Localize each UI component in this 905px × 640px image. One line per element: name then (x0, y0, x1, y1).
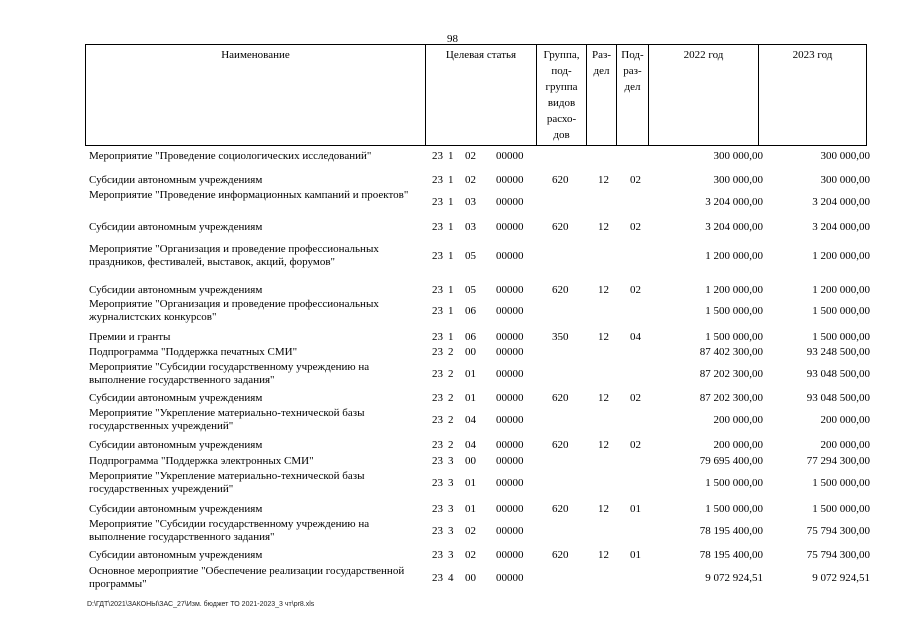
cell-p4: 00000 (496, 346, 524, 358)
cell-p4: 00000 (496, 284, 524, 296)
cell-p4: 00000 (496, 549, 524, 561)
cell-y22: 78 195 400,00 (699, 549, 763, 561)
cell-y22: 78 195 400,00 (699, 525, 763, 537)
cell-y23: 1 500 000,00 (812, 503, 870, 515)
cell-p4: 00000 (496, 455, 524, 467)
cell-p4: 00000 (496, 392, 524, 404)
cell-y23: 200 000,00 (820, 439, 870, 451)
cell-p3: 02 (465, 549, 476, 561)
cell-p1: 23 (432, 305, 443, 317)
cell-p3: 02 (465, 174, 476, 186)
cell-p4: 00000 (496, 477, 524, 489)
cell-p3: 01 (465, 477, 476, 489)
cell-y23: 1 500 000,00 (812, 305, 870, 317)
cell-y22: 1 500 000,00 (705, 305, 763, 317)
row-name: Субсидии автономным учреждениям (89, 503, 263, 515)
row-name: Подпрограмма "Поддержка печатных СМИ" (89, 346, 298, 358)
cell-y23: 93 248 500,00 (806, 346, 870, 358)
cell-y22: 79 695 400,00 (699, 455, 763, 467)
cell-p1: 23 (432, 392, 443, 404)
cell-p2: 1 (448, 174, 454, 186)
cell-p2: 3 (448, 525, 454, 537)
cell-p1: 23 (432, 414, 443, 426)
cell-pod: 02 (630, 174, 641, 186)
cell-p4: 00000 (496, 250, 524, 262)
file-path-footer: D:\ГДТ\2021\ЗАКОНЫ\ЗАС_27\Изм. бюджет ТО 2021-2023_3 чт\pr8.xls (87, 601, 315, 608)
cell-y23: 75 794 300,00 (806, 549, 870, 561)
cell-razd: 12 (598, 439, 609, 451)
cell-p4: 00000 (496, 414, 524, 426)
cell-p4: 00000 (496, 174, 524, 186)
cell-y22: 300 000,00 (713, 150, 763, 162)
cell-p2: 3 (448, 477, 454, 489)
cell-p1: 23 (432, 572, 443, 584)
cell-p1: 23 (432, 368, 443, 380)
cell-p2: 1 (448, 250, 454, 262)
cell-p4: 00000 (496, 305, 524, 317)
cell-p3: 00 (465, 455, 476, 467)
cell-p1: 23 (432, 525, 443, 537)
cell-grp: 620 (552, 392, 569, 404)
cell-p3: 05 (465, 250, 476, 262)
row-name: Мероприятие "Субсидии государственному учреждению на выполнение государственного задания" (89, 518, 370, 543)
cell-p2: 3 (448, 549, 454, 561)
cell-y22: 300 000,00 (713, 174, 763, 186)
cell-y23: 75 794 300,00 (806, 525, 870, 537)
cell-razd: 12 (598, 392, 609, 404)
cell-y22: 200 000,00 (713, 439, 763, 451)
cell-y23: 3 204 000,00 (812, 221, 870, 233)
cell-y23: 93 048 500,00 (806, 368, 870, 380)
cell-p1: 23 (432, 455, 443, 467)
cell-y22: 1 200 000,00 (705, 284, 763, 296)
page-number: 98 (447, 33, 458, 45)
cell-p1: 23 (432, 284, 443, 296)
cell-p1: 23 (432, 439, 443, 451)
cell-y22: 3 204 000,00 (705, 221, 763, 233)
cell-grp: 620 (552, 284, 569, 296)
header-2023: 2023 год (759, 45, 867, 146)
cell-razd: 12 (598, 549, 609, 561)
cell-p3: 05 (465, 284, 476, 296)
row-name: Мероприятие "Субсидии государственному учреждению на выполнение государственного задания" (89, 361, 370, 386)
row-name: Субсидии автономным учреждениям (89, 549, 263, 561)
cell-p3: 00 (465, 572, 476, 584)
cell-grp: 350 (552, 331, 569, 343)
cell-p4: 00000 (496, 525, 524, 537)
cell-y23: 1 500 000,00 (812, 477, 870, 489)
row-name: Мероприятие "Проведение социологических исследований" (89, 150, 372, 162)
cell-y22: 9 072 924,51 (705, 572, 763, 584)
cell-p4: 00000 (496, 572, 524, 584)
header-target: Целевая статья (426, 45, 537, 146)
cell-p1: 23 (432, 503, 443, 515)
cell-p4: 00000 (496, 368, 524, 380)
cell-razd: 12 (598, 174, 609, 186)
cell-p2: 2 (448, 392, 454, 404)
row-name: Мероприятие "Организация и проведение профессиональных праздников, фестивалей, выставок, акций, форумов" (89, 243, 379, 268)
cell-p2: 3 (448, 455, 454, 467)
row-name: Мероприятие "Организация и проведение профессиональных журналистских конкурсов" (89, 298, 379, 323)
cell-y23: 1 200 000,00 (812, 250, 870, 262)
cell-grp: 620 (552, 549, 569, 561)
row-name: Мероприятие "Укрепление материально-технической базы государственных учреждений" (89, 407, 365, 432)
cell-p3: 04 (465, 439, 476, 451)
cell-p4: 00000 (496, 150, 524, 162)
cell-y23: 9 072 924,51 (812, 572, 870, 584)
cell-p1: 23 (432, 477, 443, 489)
cell-p1: 23 (432, 174, 443, 186)
cell-y22: 200 000,00 (713, 414, 763, 426)
row-name: Подпрограмма "Поддержка электронных СМИ" (89, 455, 314, 467)
cell-p1: 23 (432, 221, 443, 233)
cell-p1: 23 (432, 331, 443, 343)
cell-p2: 3 (448, 503, 454, 515)
cell-p2: 1 (448, 196, 454, 208)
cell-grp: 620 (552, 439, 569, 451)
header-2022: 2022 год (649, 45, 759, 146)
cell-p2: 2 (448, 414, 454, 426)
row-name: Субсидии автономным учреждениям (89, 392, 263, 404)
cell-y22: 1 200 000,00 (705, 250, 763, 262)
cell-p1: 23 (432, 150, 443, 162)
cell-razd: 12 (598, 331, 609, 343)
header-podrazdel: Под- раз- дел (617, 45, 649, 146)
cell-pod: 04 (630, 331, 641, 343)
cell-p1: 23 (432, 250, 443, 262)
header-name: Наименование (86, 45, 426, 146)
cell-p1: 23 (432, 196, 443, 208)
row-name: Основное мероприятие "Обеспечение реализации государственной программы" (89, 565, 405, 590)
cell-p2: 1 (448, 331, 454, 343)
cell-p2: 1 (448, 284, 454, 296)
row-name: Премии и гранты (89, 331, 171, 343)
cell-y22: 1 500 000,00 (705, 331, 763, 343)
cell-p3: 02 (465, 150, 476, 162)
cell-y23: 1 500 000,00 (812, 331, 870, 343)
cell-p3: 06 (465, 305, 476, 317)
cell-p3: 00 (465, 346, 476, 358)
cell-p2: 2 (448, 346, 454, 358)
cell-y22: 87 202 300,00 (699, 368, 763, 380)
row-name: Мероприятие "Проведение информационных кампаний и проектов" (89, 189, 409, 201)
cell-p3: 04 (465, 414, 476, 426)
cell-p3: 01 (465, 503, 476, 515)
cell-y22: 87 202 300,00 (699, 392, 763, 404)
cell-p2: 1 (448, 305, 454, 317)
cell-pod: 02 (630, 221, 641, 233)
cell-pod: 02 (630, 392, 641, 404)
cell-razd: 12 (598, 221, 609, 233)
cell-p3: 02 (465, 525, 476, 537)
cell-pod: 02 (630, 439, 641, 451)
cell-grp: 620 (552, 221, 569, 233)
cell-y23: 300 000,00 (820, 174, 870, 186)
cell-y23: 300 000,00 (820, 150, 870, 162)
cell-p3: 03 (465, 196, 476, 208)
cell-pod: 01 (630, 549, 641, 561)
cell-pod: 01 (630, 503, 641, 515)
cell-grp: 620 (552, 503, 569, 515)
cell-p3: 06 (465, 331, 476, 343)
cell-p2: 4 (448, 572, 454, 584)
cell-p3: 01 (465, 392, 476, 404)
cell-razd: 12 (598, 284, 609, 296)
cell-y23: 3 204 000,00 (812, 196, 870, 208)
row-name: Субсидии автономным учреждениям (89, 174, 263, 186)
cell-y23: 93 048 500,00 (806, 392, 870, 404)
cell-p4: 00000 (496, 331, 524, 343)
cell-p2: 1 (448, 150, 454, 162)
cell-p2: 1 (448, 221, 454, 233)
header-group: Группа, под- группа видов расхо- дов (537, 45, 587, 146)
cell-p1: 23 (432, 549, 443, 561)
row-name: Субсидии автономным учреждениям (89, 221, 263, 233)
header-razdel: Раз- дел (587, 45, 617, 146)
cell-y23: 77 294 300,00 (806, 455, 870, 467)
cell-y22: 3 204 000,00 (705, 196, 763, 208)
cell-y23: 1 200 000,00 (812, 284, 870, 296)
cell-p4: 00000 (496, 221, 524, 233)
cell-p4: 00000 (496, 439, 524, 451)
cell-p3: 03 (465, 221, 476, 233)
cell-y22: 1 500 000,00 (705, 477, 763, 489)
cell-p1: 23 (432, 346, 443, 358)
row-name: Субсидии автономным учреждениям (89, 439, 263, 451)
cell-pod: 02 (630, 284, 641, 296)
cell-razd: 12 (598, 503, 609, 515)
cell-p2: 2 (448, 439, 454, 451)
row-name: Субсидии автономным учреждениям (89, 284, 263, 296)
cell-p4: 00000 (496, 503, 524, 515)
cell-y22: 1 500 000,00 (705, 503, 763, 515)
row-name: Мероприятие "Укрепление материально-технической базы государственных учреждений" (89, 470, 365, 495)
cell-y23: 200 000,00 (820, 414, 870, 426)
cell-y22: 87 402 300,00 (699, 346, 763, 358)
cell-p4: 00000 (496, 196, 524, 208)
cell-p3: 01 (465, 368, 476, 380)
cell-grp: 620 (552, 174, 569, 186)
cell-p2: 2 (448, 368, 454, 380)
